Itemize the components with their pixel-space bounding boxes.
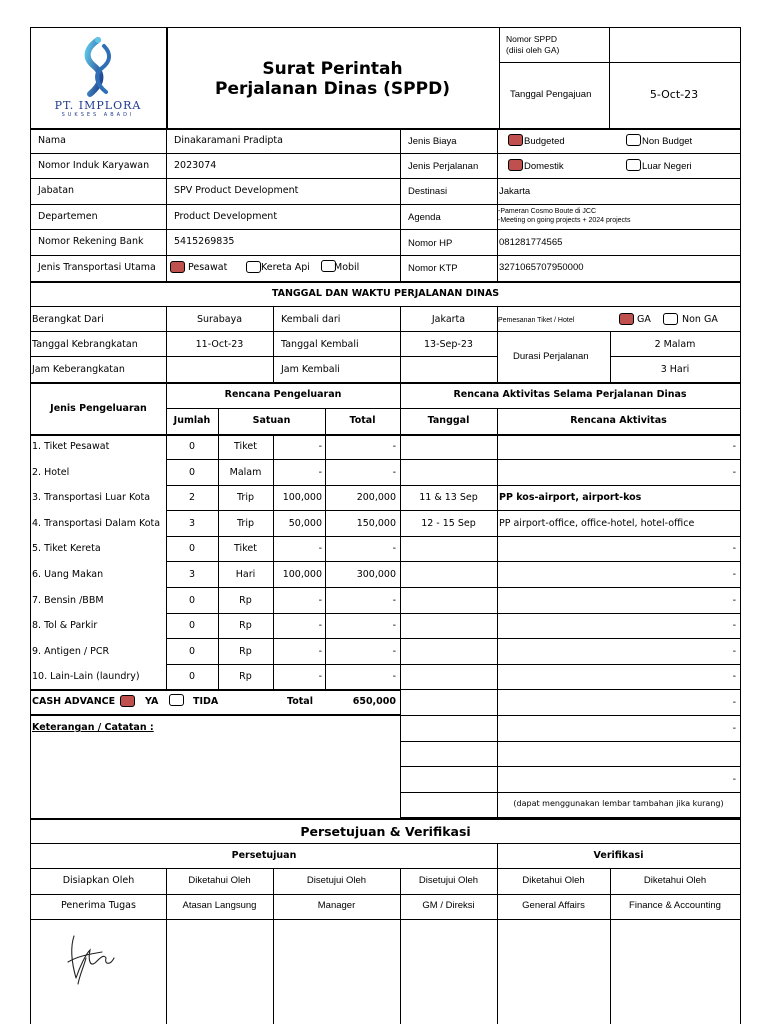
- nama-label: Nama: [38, 135, 67, 146]
- domestik-label: Domestik: [524, 161, 564, 172]
- approval-role: Disetujui Oleh: [418, 875, 479, 886]
- hp-value[interactable]: 081281774565: [499, 237, 563, 248]
- grid-line: [610, 356, 740, 357]
- grid-line: [400, 510, 740, 511]
- rencana-pengeluaran-header: Rencana Pengeluaran: [224, 389, 342, 400]
- nama-value[interactable]: Dinakaramani Pradipta: [174, 135, 283, 146]
- expense-unit[interactable]: Rp: [239, 645, 252, 657]
- expense-total: 300,000: [356, 569, 396, 580]
- tgl-kembali-value[interactable]: 13-Sep-23: [424, 339, 473, 350]
- budgeted-checkbox[interactable]: [508, 134, 523, 146]
- grid-line: [400, 536, 740, 537]
- non-budget-checkbox[interactable]: [626, 134, 641, 146]
- expense-name: 10. Lain-Lain (laundry): [32, 671, 140, 683]
- expense-total: 200,000: [356, 492, 396, 504]
- expense-price[interactable]: -: [318, 543, 322, 555]
- grid-line: [166, 408, 740, 409]
- grid-line: [31, 818, 740, 820]
- expense-total: -: [392, 671, 396, 683]
- grid-line: [31, 128, 740, 130]
- destinasi-value[interactable]: Jakarta: [499, 186, 531, 197]
- grid-line: [400, 868, 401, 1024]
- transport-pesawat-label: Pesawat: [188, 262, 228, 273]
- expense-qty[interactable]: 0: [188, 645, 196, 657]
- grid-line: [166, 485, 400, 486]
- expense-qty[interactable]: 3: [188, 569, 196, 580]
- grid-line: [609, 28, 610, 128]
- grid-line: [166, 536, 400, 537]
- col-satuan: Satuan: [252, 415, 291, 426]
- col-tanggal: Tanggal: [427, 415, 470, 426]
- transport-pesawat-checkbox[interactable]: [170, 261, 185, 273]
- grid-line: [31, 255, 740, 256]
- berangkat-dari-value[interactable]: Surabaya: [196, 314, 243, 325]
- sppd-number-label: Nomor SPPD: [506, 34, 558, 44]
- signature-image: [60, 928, 120, 990]
- durasi-hari[interactable]: 3 Hari: [660, 364, 690, 375]
- expense-price[interactable]: -: [318, 645, 322, 657]
- keterangan-label: Keterangan / Catatan :: [32, 722, 154, 733]
- durasi-label: Durasi Perjalanan: [513, 351, 589, 362]
- activity-date[interactable]: 11 & 13 Sep: [419, 492, 478, 504]
- expense-name: 7. Bensin /BBM: [32, 594, 104, 606]
- grid-line: [400, 128, 401, 281]
- company-name: PT. IMPLORA: [54, 99, 142, 112]
- grid-line: [166, 868, 167, 1024]
- grid-line: [497, 843, 498, 1024]
- grid-line: [166, 613, 400, 614]
- grid-line: [166, 510, 400, 511]
- grid-line: [31, 714, 400, 716]
- grid-line: [499, 62, 740, 63]
- aktivitas-header: Rencana Aktivitas Selama Perjalanan Dinas: [453, 389, 687, 400]
- expense-price[interactable]: 50,000: [288, 517, 322, 529]
- grid-line: [166, 587, 400, 588]
- agenda-line-2[interactable]: -Meeting on going projects + 2024 projects: [498, 217, 631, 224]
- persetujuan-header: Persetujuan: [231, 850, 297, 861]
- expense-price[interactable]: -: [318, 594, 322, 606]
- grid-line: [400, 459, 740, 460]
- footnote: (dapat menggunakan lembar tambahan jika kurang): [513, 799, 724, 808]
- expense-name: 5. Tiket Kereta: [32, 543, 101, 555]
- expense-qty[interactable]: 0: [188, 671, 196, 683]
- expense-name: 3. Transportasi Luar Kota: [32, 492, 151, 504]
- grid-line: [166, 561, 400, 562]
- grid-line: [400, 689, 740, 690]
- rekening-value[interactable]: 5415269835: [174, 236, 235, 247]
- col-rencana-aktivitas: Rencana Aktivitas: [570, 415, 667, 426]
- destinasi-label: Destinasi: [408, 186, 448, 197]
- expense-total: 150,000: [356, 517, 396, 529]
- grid-line: [31, 434, 740, 436]
- expense-total: -: [392, 466, 396, 478]
- budgeted-label: Budgeted: [524, 136, 565, 147]
- grid-line: [400, 561, 740, 562]
- nik-label: Nomor Induk Karyawan: [38, 160, 150, 171]
- agenda-line-1[interactable]: -Pameran Cosmo Boute di JCC: [498, 208, 597, 215]
- activity-text[interactable]: -: [732, 722, 736, 734]
- grid-line: [31, 356, 497, 357]
- date-label: Tanggal Pengajuan: [510, 89, 592, 100]
- ktp-value[interactable]: 3271065707950000: [499, 262, 584, 273]
- grid-line: [31, 153, 740, 154]
- grid-line: [31, 281, 740, 283]
- transport-label: Jenis Transportasi Utama: [38, 262, 156, 273]
- hp-label: Nomor HP: [408, 238, 453, 249]
- activity-text[interactable]: PP kos-airport, airport-kos: [499, 492, 642, 504]
- approval-role: Disiapkan Oleh: [62, 875, 135, 886]
- activity-text[interactable]: -: [732, 466, 736, 478]
- berangkat-dari-label: Berangkat Dari: [32, 314, 104, 325]
- company-tagline: SUKSES ABADI: [61, 112, 135, 118]
- approval-role: Diketahui Oleh: [522, 875, 585, 886]
- activity-text[interactable]: -: [732, 569, 736, 580]
- expense-qty[interactable]: 0: [188, 441, 196, 452]
- expense-qty[interactable]: 0: [188, 543, 196, 555]
- cash-advance-tidak-label: TIDA: [193, 696, 219, 707]
- tgl-kembali-label: Tanggal Kembali: [281, 339, 359, 350]
- activity-text[interactable]: -: [732, 441, 736, 452]
- kembali-dari-label: Kembali dari: [281, 314, 341, 325]
- expense-name: 8. Tol & Parkir: [32, 620, 98, 632]
- grid-line: [166, 128, 167, 281]
- approval-position: GM / Direksi: [422, 900, 475, 911]
- expense-qty[interactable]: 0: [188, 620, 196, 632]
- luar-negeri-checkbox[interactable]: [626, 159, 641, 171]
- cash-advance-label: CASH ADVANCE: [32, 696, 116, 707]
- expense-total: -: [392, 441, 396, 452]
- jam-berangkat-label: Jam Keberangkatan: [32, 364, 125, 375]
- expense-unit[interactable]: Tiket: [234, 441, 257, 452]
- jam-kembali-label: Jam Kembali: [281, 364, 340, 375]
- grid-line: [400, 792, 740, 793]
- expense-unit[interactable]: Tiket: [234, 543, 257, 555]
- grid-line: [31, 894, 740, 895]
- expense-qty[interactable]: 2: [188, 492, 196, 504]
- approval-position: General Affairs: [522, 900, 585, 911]
- kembali-dari-value[interactable]: Jakarta: [431, 314, 466, 325]
- grid-line: [166, 638, 400, 639]
- non-ga-checkbox[interactable]: [663, 313, 678, 325]
- domestik-checkbox[interactable]: [508, 159, 523, 171]
- grid-line: [273, 868, 274, 1024]
- expense-total: -: [392, 620, 396, 632]
- verifikasi-header: Verifikasi: [593, 850, 644, 861]
- grid-line: [31, 229, 740, 230]
- col-total: Total: [349, 415, 376, 426]
- grid-line: [31, 178, 740, 179]
- expense-qty[interactable]: 0: [188, 466, 196, 478]
- grid-line: [31, 689, 400, 691]
- grid-line: [31, 919, 740, 920]
- luar-negeri-label: Luar Negeri: [642, 161, 692, 172]
- durasi-malam[interactable]: 2 Malam: [654, 339, 696, 350]
- grid-line: [400, 715, 740, 716]
- activity-text[interactable]: -: [732, 645, 736, 657]
- expense-name: 6. Uang Makan: [32, 569, 104, 580]
- ga-label: GA: [637, 314, 651, 325]
- grid-line: [400, 741, 740, 742]
- expense-price[interactable]: -: [318, 620, 322, 632]
- expense-unit[interactable]: Hari: [235, 569, 256, 580]
- expense-price[interactable]: -: [318, 671, 322, 683]
- grid-line: [497, 128, 498, 281]
- expense-qty[interactable]: 3: [188, 517, 196, 529]
- transport-kereta-label: Kereta Api: [261, 262, 310, 273]
- approval-position: Penerima Tugas: [61, 900, 136, 911]
- total-value: 650,000: [352, 696, 396, 707]
- expense-price[interactable]: 100,000: [282, 569, 322, 580]
- approval-position: Manager: [317, 900, 356, 911]
- transport-mobil-label: Mobil: [334, 262, 360, 273]
- approval-position: Finance & Accounting: [629, 900, 721, 911]
- approval-role: Disetujui Oleh: [306, 875, 367, 886]
- grid-line: [166, 664, 400, 665]
- page-title-line2: Perjalanan Dinas (SPPD): [215, 79, 450, 99]
- grid-line: [273, 306, 274, 382]
- activity-text[interactable]: -: [732, 697, 736, 708]
- activity-date[interactable]: 12 - 15 Sep: [421, 517, 476, 529]
- expense-name: 2. Hotel: [32, 466, 70, 478]
- cash-advance-tidak-checkbox[interactable]: [169, 694, 184, 706]
- grid-line: [166, 459, 400, 460]
- departemen-value[interactable]: Product Development: [174, 211, 278, 222]
- sppd-number-note: (diisi oleh GA): [506, 45, 560, 55]
- grid-line: [400, 587, 740, 588]
- expense-price[interactable]: 100,000: [282, 492, 322, 504]
- expense-unit[interactable]: Malam: [229, 466, 262, 478]
- approval-title: Persetujuan & Verifikasi: [300, 824, 471, 839]
- implora-logo-mark: [46, 34, 150, 102]
- perjalanan-label: Jenis Perjalanan: [408, 161, 479, 172]
- expense-unit[interactable]: Trip: [237, 492, 254, 504]
- grid-line: [400, 766, 740, 767]
- grid-line: [31, 843, 740, 844]
- activity-text[interactable]: -: [732, 543, 736, 555]
- expense-unit[interactable]: Rp: [239, 594, 252, 606]
- company-logo: [46, 34, 150, 124]
- approval-role: Diketahui Oleh: [188, 875, 251, 886]
- total-label: Total: [287, 696, 313, 707]
- rekening-label: Nomor Rekening Bank: [38, 236, 144, 247]
- departemen-label: Departemen: [38, 211, 98, 222]
- expense-price[interactable]: -: [318, 441, 322, 452]
- expense-unit[interactable]: Trip: [237, 517, 254, 529]
- grid-line: [400, 613, 740, 614]
- tgl-berangkat-label: Tanggal Kebrangkatan: [32, 339, 138, 350]
- activity-text[interactable]: -: [732, 594, 736, 606]
- grid-line: [31, 382, 740, 384]
- grid-line: [499, 28, 500, 128]
- activity-text[interactable]: -: [732, 773, 736, 785]
- grid-line: [400, 664, 740, 665]
- grid-line: [610, 868, 611, 1024]
- non-budget-label: Non Budget: [642, 136, 693, 147]
- grid-line: [400, 638, 740, 639]
- expense-name: 4. Transportasi Dalam Kota: [32, 517, 161, 529]
- grid-line: [31, 331, 740, 332]
- transport-kereta-checkbox[interactable]: [246, 261, 261, 273]
- expense-total: -: [392, 594, 396, 606]
- expense-qty[interactable]: 0: [188, 594, 196, 606]
- expense-unit[interactable]: Rp: [239, 620, 252, 632]
- expense-price[interactable]: -: [318, 466, 322, 478]
- cash-advance-ya-label: YA: [145, 696, 159, 707]
- jabatan-label: Jabatan: [38, 185, 75, 196]
- expense-name: 9. Antigen / PCR: [32, 645, 110, 657]
- grid-line: [400, 382, 401, 818]
- tgl-berangkat-value[interactable]: 11-Oct-23: [195, 339, 244, 350]
- activity-text[interactable]: -: [732, 671, 736, 683]
- schedule-section-title: TANGGAL DAN WAKTU PERJALANAN DINAS: [271, 288, 500, 299]
- activity-text[interactable]: PP airport-office, office-hotel, hotel-office: [499, 517, 695, 529]
- grid-line: [31, 204, 740, 205]
- non-ga-label: Non GA: [682, 314, 718, 325]
- tiket-hotel-label: Pemesanan Tiket / Hotel: [498, 317, 575, 324]
- col-jumlah: Jumlah: [173, 415, 211, 426]
- biaya-label: Jenis Biaya: [408, 136, 457, 147]
- expense-name: 1. Tiket Pesawat: [32, 441, 110, 452]
- jenis-pengeluaran-header: Jenis Pengeluaran: [50, 403, 147, 414]
- ga-checkbox[interactable]: [619, 313, 634, 325]
- nik-value[interactable]: 2023074: [174, 160, 217, 171]
- grid-line: [31, 868, 740, 869]
- expense-unit[interactable]: Rp: [239, 671, 252, 683]
- ktp-label: Nomor KTP: [408, 263, 458, 274]
- grid-line: [400, 485, 740, 486]
- approval-role: Diketahui Oleh: [643, 875, 707, 886]
- expense-total: -: [392, 645, 396, 657]
- expense-total: -: [392, 543, 396, 555]
- activity-text[interactable]: -: [732, 620, 736, 632]
- cash-advance-ya-checkbox[interactable]: [120, 695, 135, 707]
- jabatan-value[interactable]: SPV Product Development: [174, 185, 299, 196]
- page-title-line1: Surat Perintah: [262, 59, 403, 79]
- agenda-label: Agenda: [408, 212, 441, 223]
- grid-line: [31, 306, 740, 307]
- date-value[interactable]: 5-Oct-23: [649, 88, 699, 101]
- approval-position: Atasan Langsung: [182, 900, 257, 911]
